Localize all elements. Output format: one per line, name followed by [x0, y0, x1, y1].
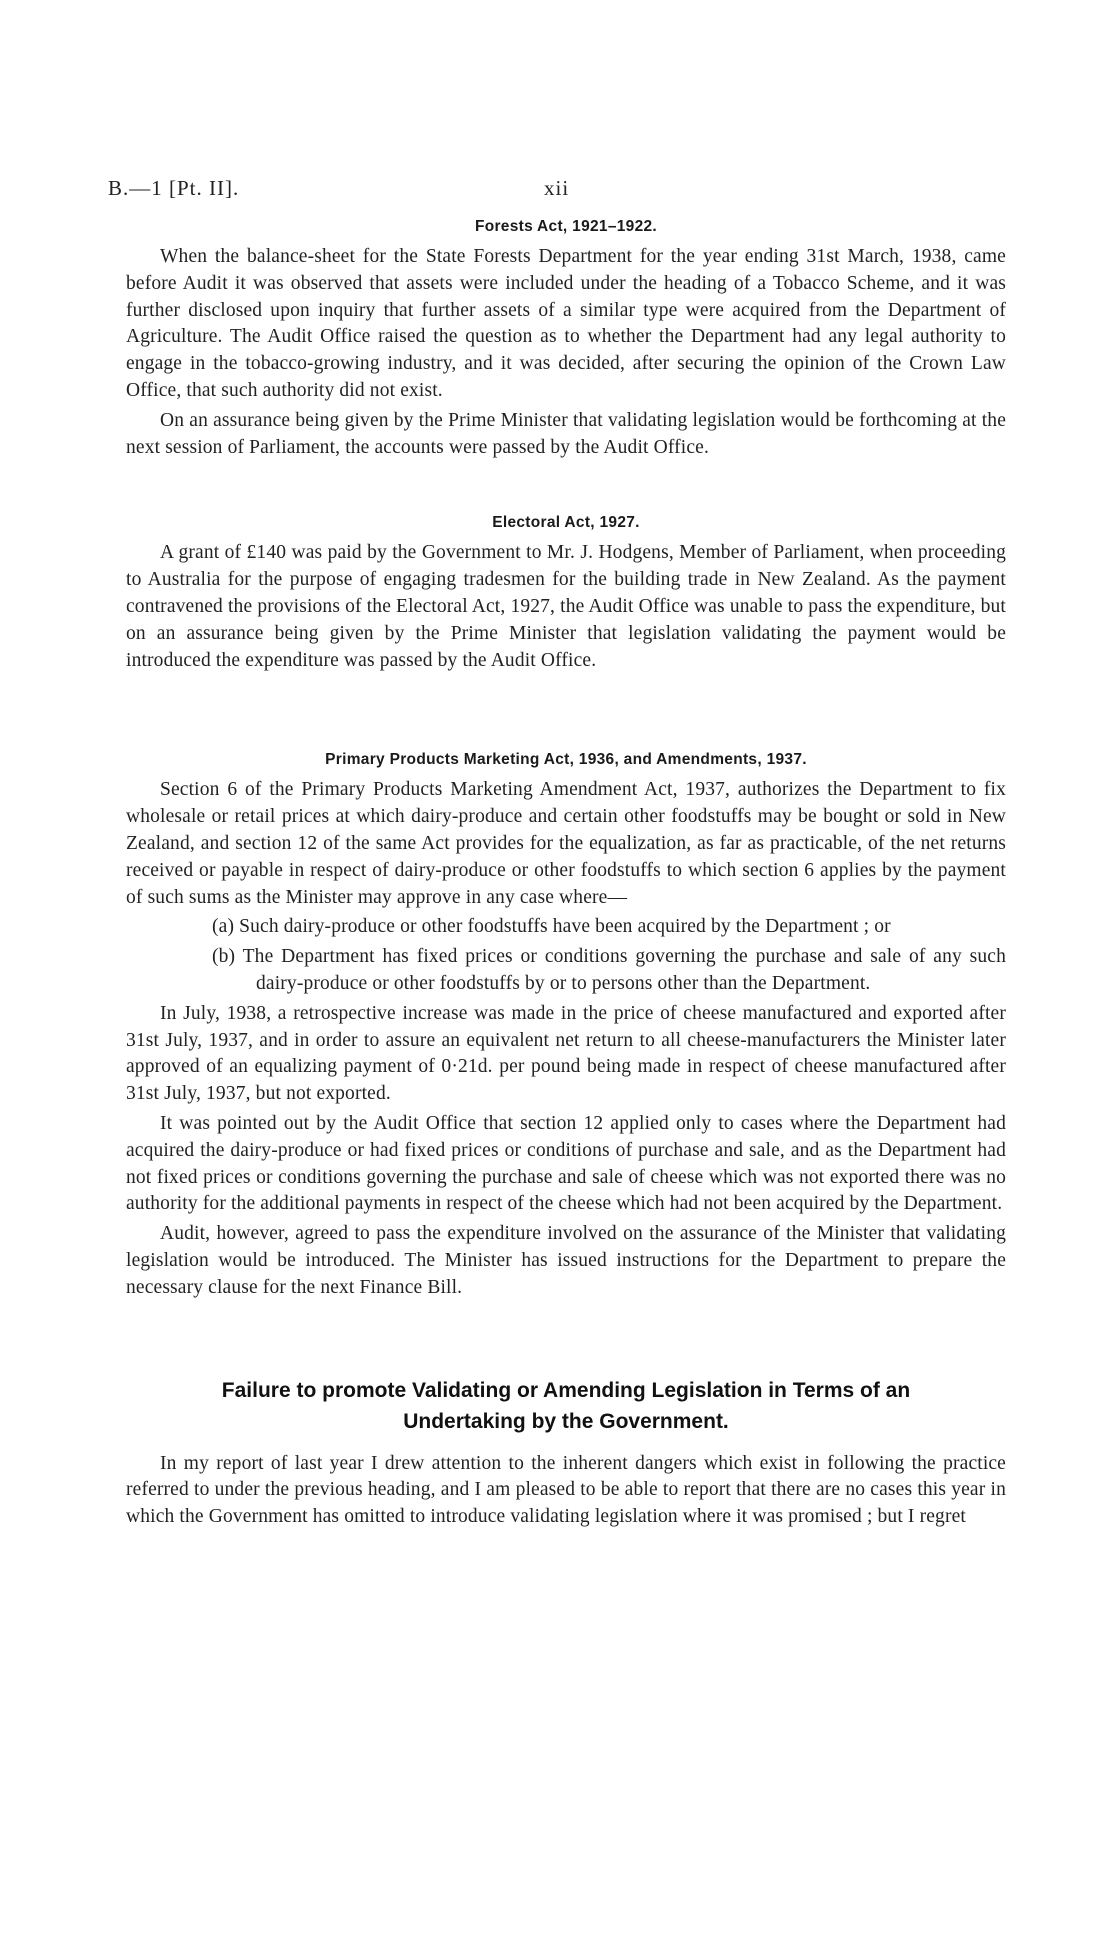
- section-spacer: [126, 1305, 1006, 1375]
- list-item: (b) The Department has fixed prices or conditions governing the purchase and sale of any such dairy-produce or other foodstuffs by or to persons other than the Department.: [212, 946, 1006, 994]
- page-content: [126, 218, 1006, 1534]
- section-forests-act: [126, 218, 1006, 461]
- section-heading: Electoral Act, 1927.: [492, 514, 640, 532]
- section-heading: Forests Act, 1921–1922.: [474, 218, 658, 235]
- paragraph: A grant of £140 was paid by the Government to Mr. J. Hodgens, Member of Parliament, when proceeding to Australia for the purpose of engaging tradesmen for the building trade in New Zealand. As the payment contravened the provisions of the Electoral Act, 1927, the Audit Office was unable to pass the expenditure, but on an assurance being given by the Prime Minister that legislation validating the payment would be introduced the expenditure was passed by the Audit Office.: [126, 542, 1006, 671]
- section-spacer: [126, 677, 1006, 751]
- section-heading: Primary Products Marketing Act, 1936, and Amendments, 1937.: [325, 751, 807, 769]
- section-primary-products-act: [126, 751, 1006, 1301]
- paragraph: When the balance-sheet for the State Forests Department for the year ending 31st March, 1938, came before Audit it was observed that assets were included under the heading of a Tobacco Scheme, and it was further disclosed upon inquiry that further assets of a similar type were acquired from the Department of Agriculture. The Audit Office raised the question as to whether the Department had any legal authority to engage in the tobacco-growing industry, and it was decided, after securing the opinion of the Crown Law Office, that such authority did not exist.: [126, 246, 1006, 401]
- page-number: xii: [544, 176, 570, 200]
- running-header: [108, 176, 1006, 206]
- section-spacer: [126, 464, 1006, 514]
- main-heading-line-2: Undertaking by the Government.: [403, 1409, 729, 1433]
- paragraph: It was pointed out by the Audit Office that section 12 applied only to cases where the Department had acquired the dairy-produce or had fixed prices or conditions of purchase and sale, and as the Department had not fixed prices or conditions governing the purchase and sale of cheese which was not exported there was no authority for the additional payments in respect of the cheese which had not been acquired by the Department.: [126, 1112, 1006, 1215]
- main-heading: [126, 1375, 1006, 1437]
- document-reference: B.—1 [Pt. II].: [108, 176, 240, 200]
- section-failure-to-promote: [126, 1375, 1006, 1531]
- paragraph: On an assurance being given by the Prime Minister that validating legislation would be forthcoming at the next session of Parliament, the accounts were passed by the Audit Office.: [126, 409, 1006, 458]
- paragraph: In July, 1938, a retrospective increase was made in the price of cheese manufactured and exported after 31st July, 1937, and in order to assure an equivalent net return to all cheese-manufacturers the Minister later approved of an equalizing payment of 0·21d. per pound being made in respect of cheese manufactured after 31st July, 1937, but not exported.: [126, 1002, 1006, 1105]
- paragraph: Section 6 of the Primary Products Marketing Amendment Act, 1937, authorizes the Department to fix wholesale or retail prices at which dairy-produce and certain other foodstuffs may be bought or sold in New Zealand, and section 12 of the same Act provides for the equalization, as far as practicable, of the net returns received or payable in respect of dairy-produce or other foodstuffs to which section 6 applies by the payment of such sums as the Minister may approve in any case where—: [126, 779, 1006, 908]
- list-item: (a) Such dairy-produce or other foodstuffs have been acquired by the Department ; or: [212, 916, 891, 938]
- section-electoral-act: [126, 514, 1006, 674]
- main-heading-line-1: Failure to promote Validating or Amending Legislation in Terms of an: [221, 1378, 911, 1402]
- paragraph: Audit, however, agreed to pass the expenditure involved on the assurance of the Minister that validating legislation would be introduced. The Minister has issued instructions for the Department to prepare the necessary clause for the next Finance Bill.: [126, 1223, 1006, 1298]
- paragraph: In my report of last year I drew attention to the inherent dangers which exist in following the practice referred to under the previous heading, and I am pleased to be able to report that there are no cases this year in which the Government has omitted to introduce validating legislation where it was promised ; but I regret: [126, 1452, 1006, 1528]
